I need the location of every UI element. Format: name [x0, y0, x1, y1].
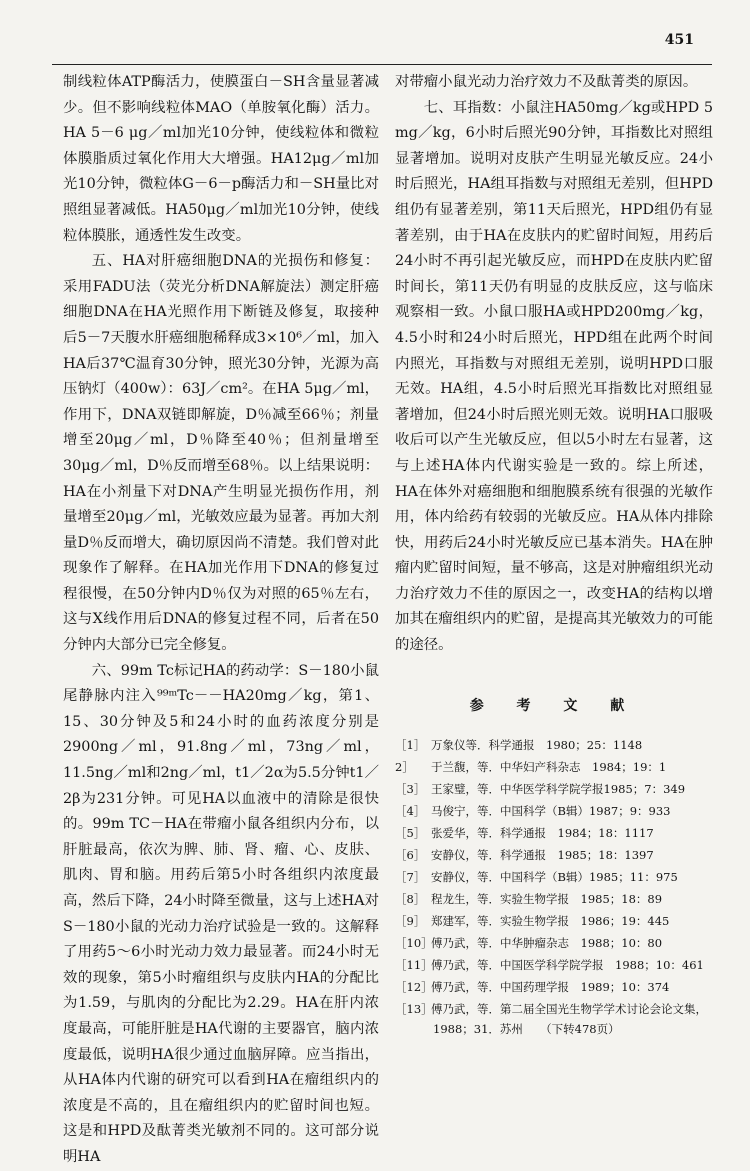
page-number: 451 [664, 32, 694, 48]
reference-text: 安静仪，等．中国科学（B辑）1985；11：975 [431, 870, 678, 885]
header-rule [52, 64, 712, 65]
reference-number: ［1］ [395, 738, 426, 753]
references-heading: 参 考 文 献 [469, 697, 639, 714]
reference-number: ［13］ [395, 1002, 433, 1017]
reference-text: 于兰馥，等．中华妇产科杂志 1984；19：1 [431, 760, 667, 775]
reference-number: ［10］ [395, 936, 433, 951]
paragraph-pharmacokinetics: 六、99m Tc标记HA的药动学：S－180小鼠尾静脉内注入⁹⁹ᵐTc－－HA20mg／kg，第1、15、30分钟及5和24小时的血药浓度分别是2900ng／ml，91.8ng／ml，73ng／ml，11.5ng／ml和2ng／ml，t1／2α为5.5分钟t1／2β为231分钟。可见HA以血液中的清除是很快的。99m TC－HA在带瘤小鼠各组织内分布，以肝脏最高，依次为脾、肺、肾、瘤、心、皮肤、肌肉、胃和脑。用药后第5小时各组织内浓度最高，然后下降，24小时降至微量，这与上述HA对S－180小鼠的光动力治疗试验是一致的。这解释了用药5～6小时光动力效力最显著。而24小时无效的现象，第5小时瘤组织与皮肤内HA的分配比为1.59，与肌肉的分配比为2.29。HA在肝内浓度最高，可能肝脏是HA代谢的主要器官，脑内浓度最低，说明HA很少通过血脑屏障。应当指出，从HA体内代谢的研究可以看到HA在瘤组织内的浓度是不高的，且在瘤组织内的贮留时间也短。这是和HPD及酞菁类光敏剂不同的。这可部分说明HA [63, 662, 379, 1165]
reference-number: ［5］ [395, 826, 426, 841]
paragraph-continuation: 对带瘤小鼠光动力治疗效力不及酞菁类的原因。 [395, 74, 698, 90]
reference-item [395, 955, 713, 975]
reference-text: 傅乃武，等．中华肿瘤杂志 1988；10：80 [431, 936, 663, 951]
paragraph-mitochondria: 制线粒体ATP酶活力，使膜蛋白－SH含量显著减少。但不影响线粒体MAO（单胺氧化酶）活力。HA 5－6 μg／ml加光10分钟，使线粒体和微粒体膜脂质过氧化作用大大增强。HA12μg／ml加光10分钟，微粒体G－6－p酶活力和－SH量比对照组显著减低。HA50μg／ml加光10分钟，使线粒体膜胀，通透性发生改变。 [63, 74, 379, 244]
reference-number: 2］ [395, 760, 414, 775]
reference-text: 王家璧，等．中华医学科学院学报1985；7：349 [431, 782, 686, 797]
reference-text: 万象仪等．科学通报 1980；25：1148 [431, 738, 643, 753]
reference-text: 郑建军，等．实验生物学报 1986；19：445 [431, 914, 670, 929]
reference-item [395, 933, 713, 953]
left-column [63, 70, 379, 1171]
right-column [395, 70, 713, 1041]
reference-list [395, 735, 713, 1039]
reference-item [395, 845, 713, 865]
reference-item [395, 911, 713, 931]
paragraph-dna-damage: 五、HA对肝癌细胞DNA的光损伤和修复：采用FADU法（荧光分析DNA解旋法）测定肝癌细胞DNA在HA光照作用下断链及修复，取接种后5－7天腹水肝癌细胞稀释成3×10⁶／ml，加入HA后37℃温育30分钟，照光30分钟，光源为高压钠灯（400w）：63J／cm²。在HA 5μg／ml，作用下，DNA双链即解旋，D％减至66％；剂量增至20μg／ml，D％降至40％；但剂量增至30μg／ml，D％反而增至68％。以上结果说明：HA在小剂量下对DNA产生明显光损伤作用，剂量增至20μg／ml，光敏效应最为显著。再加大剂量D％反而增大，确切原因尚不清楚。我们曾对此现象作了解释。在HA加光作用下DNA的修复过程很慢，在50分钟内D％仅为对照的65％左右，这与X线作用后DNA的修复过程不同，后者在50分钟内大部分已完全修复。 [63, 253, 379, 654]
reference-number: ［6］ [395, 848, 426, 863]
reference-text: 程龙生，等．实验生物学报 1985；18：89 [431, 892, 663, 907]
reference-number: ［8］ [395, 892, 426, 907]
reference-item [395, 867, 713, 887]
reference-number: ［9］ [395, 914, 426, 929]
reference-number: ［11］ [395, 958, 433, 973]
reference-text: 安静仪，等．科学通报 1985；18：1397 [431, 848, 654, 863]
reference-number: ［12］ [395, 980, 433, 995]
reference-item [395, 999, 713, 1039]
reference-text: 傅乃武，等．中国医学科学院学报 1988；10：461 [431, 958, 704, 973]
reference-item [395, 735, 713, 755]
reference-text: 傅乃武，等．中国药理学报 1989；10：374 [431, 980, 670, 995]
reference-text: 马俊宁，等．中国科学（B辑）1987；9：933 [431, 804, 671, 819]
reference-text: 张爱华，等．科学通报 1984；18：1117 [431, 826, 654, 841]
reference-item [395, 779, 713, 799]
reference-number: ［4］ [395, 804, 426, 819]
reference-item [395, 801, 713, 821]
paragraph-ear-index: 七、耳指数：小鼠注HA50mg／kg或HPD 5 mg／kg，6小时后照光90分钟，耳指数比对照组显著增加。说明对皮肤产生明显光敏反应。24小时后照光，HA组耳指数与对照组无差别，但HPD组仍有显著差别，第11天后照光，HPD组仍有显著差别，由于HA在皮肤内的贮留时间短，用药后24小时不再引起光敏反应，而HPD在皮肤内贮留时间长，第11天仍有明显的皮肤反应，这与临床观察相一致。小鼠口服HA或HPD200mg／kg，4.5小时和24小时后照光，HPD组在此两个时间内照光，耳指数与对照组无差别，说明HPD口服无效。HA组，4.5小时后照光耳指数比对照组显著增加，但24小时后照光则无效。说明HA口服吸收后可以产生光敏反应，但以5小时左右显著，这与上述HA体内代谢实验是一致的。综上所述，HA在体外对癌细胞和细胞膜系统有很强的光敏作用，体内给药有较弱的光敏反应。HA从体内排除快，用药后24小时光敏反应已基本消失。HA在肿瘤内贮留时间短，量不够高，这是对肿瘤组织光动力治疗效力不佳的原因之一，改变HA的结构以增加其在瘤组织内的贮留，是提高其光敏效力的可能的途径。 [395, 99, 713, 654]
reference-item [395, 889, 713, 909]
reference-item [395, 823, 713, 843]
reference-number: ［3］ [395, 782, 426, 797]
reference-text: 傅乃武，等．第二届全国光生物学学术讨论会论文集，1988；31．苏州 （下转478页） [431, 1002, 707, 1037]
reference-item [395, 757, 713, 777]
reference-number: ［7］ [395, 870, 426, 885]
reference-item [395, 977, 713, 997]
